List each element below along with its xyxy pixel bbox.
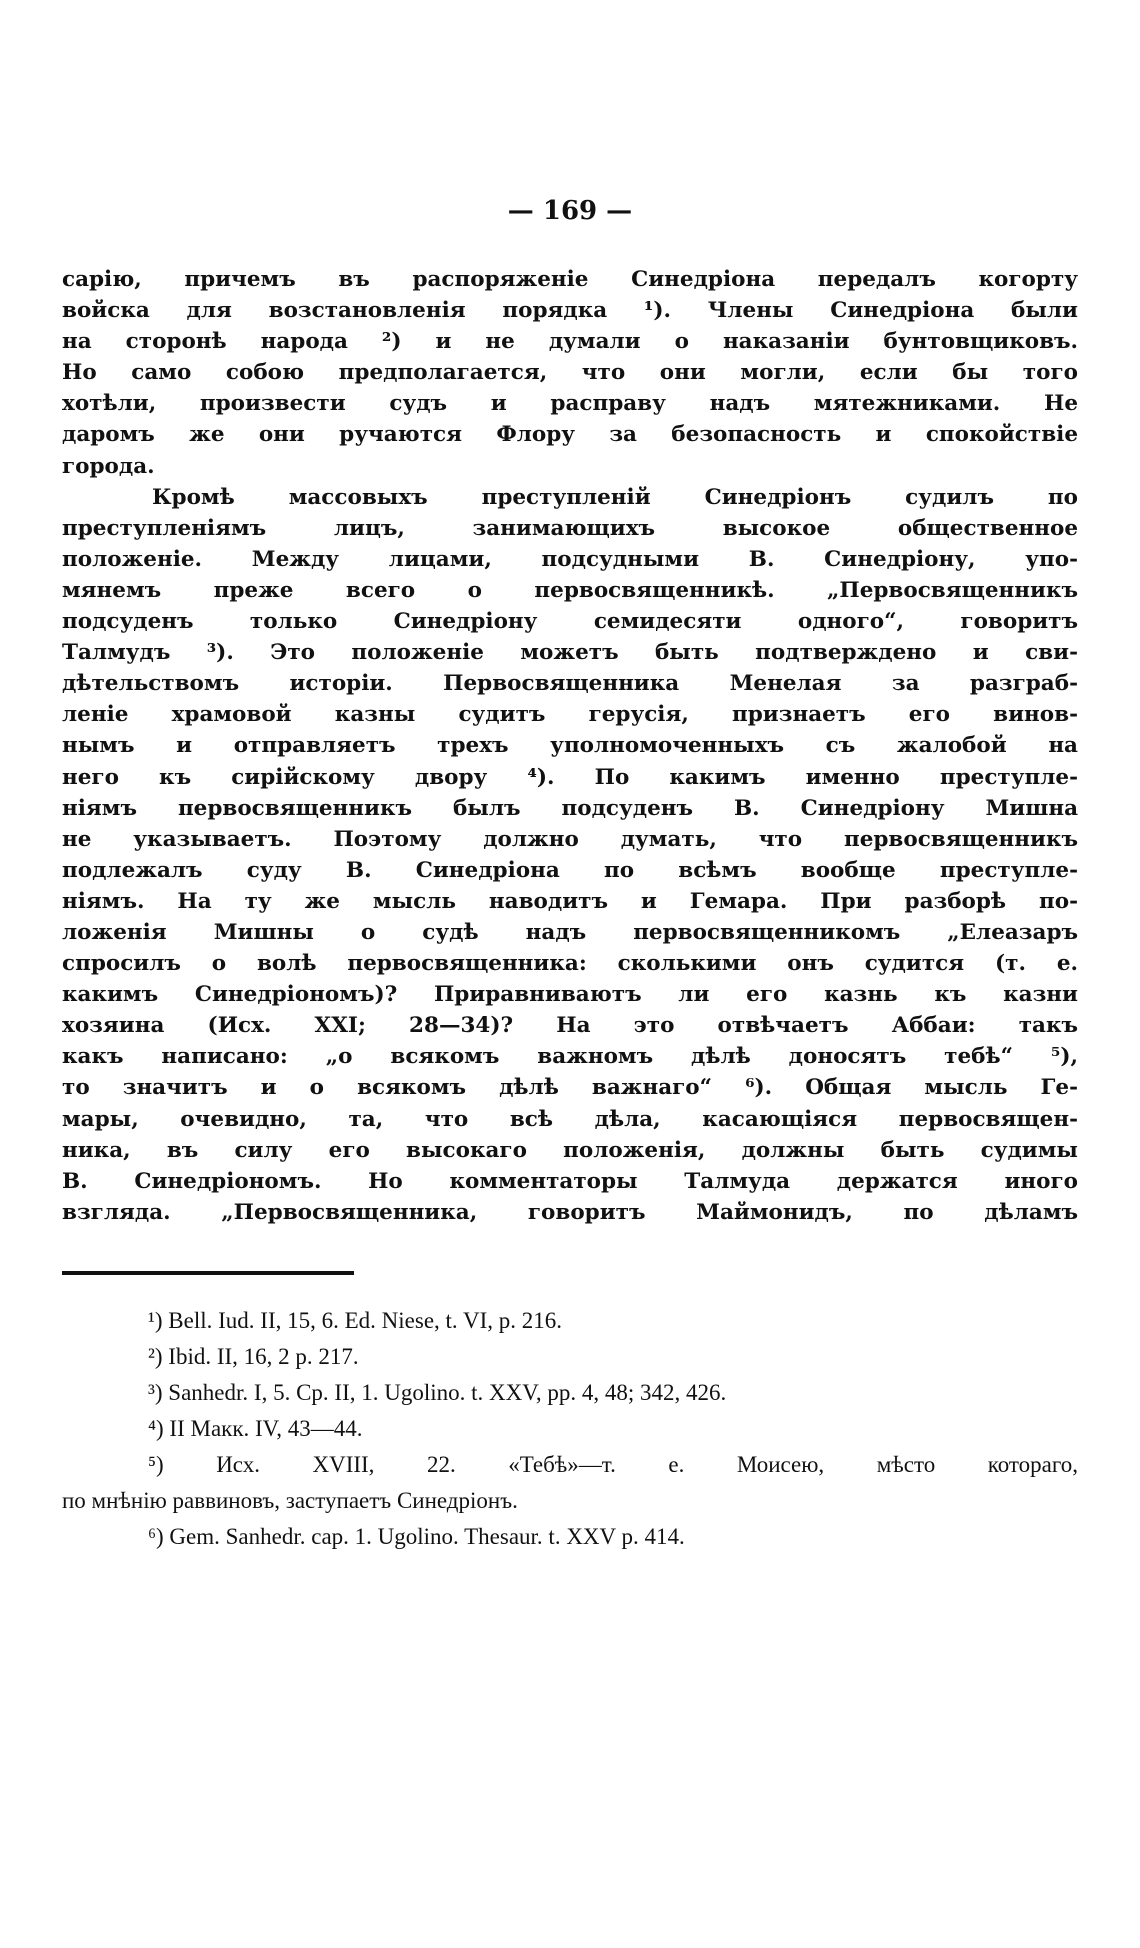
text-line: взгляда. „Первосвященника, говоритъ Маймонидъ, по дѣламъ <box>62 1199 1078 1225</box>
text-line: мары, очевидно, та, что всѣ дѣла, касающіяся первосвящен- <box>62 1106 1078 1132</box>
footnote-line: ⁴) II Макк. IV, 43—44. <box>148 1416 363 1441</box>
text-line: В. Синедріономъ. Но комментаторы Талмуда держатся иного <box>62 1168 1078 1194</box>
footnote-separator <box>62 1271 354 1275</box>
text-line: преступленіямъ лицъ, занимающихъ высокое общественное <box>62 515 1078 541</box>
footnote-line: ⁵) Исх. XVIII, 22. «Тебѣ»—т. е. Моисею, мѣсто котораго, <box>148 1452 1078 1477</box>
text-line: даромъ же они ручаются Флору за безопасность и спокойствіе <box>62 422 1078 448</box>
footnote-line: ³) Sanhedr. I, 5. Cp. II, 1. Ugolino. t. XXV, pp. 4, 48; 342, 426. <box>148 1380 727 1405</box>
footnotes <box>62 1303 1078 1555</box>
text-line: нымъ и отправляетъ трехъ уполномоченныхъ съ жалобой на <box>62 733 1078 759</box>
footnote-line: ²) Ibid. II, 16, 2 p. 217. <box>148 1344 359 1369</box>
text-line: сарію, причемъ въ распоряженіе Синедріона передалъ когорту <box>62 267 1078 292</box>
text-line: хозяина (Исх. XXI; 28—34)? На это отвѣчаетъ Аббаи: такъ <box>62 1013 1078 1039</box>
text-line: подсуденъ только Синедріону семидесяти одного“, говоритъ <box>62 609 1078 635</box>
text-line: ника, въ силу его высокаго положенія, должны быть судимы <box>62 1137 1078 1163</box>
text-line: войска для возстановленія порядка ¹). Члены Синедріона были <box>62 298 1078 324</box>
text-line: спросилъ о волѣ первосвященника: сколькими онъ судится (т. е. <box>62 951 1078 977</box>
text-line: Кромѣ массовыхъ преступленій Синедріонъ судилъ по <box>152 484 1078 510</box>
text-line: положеніе. Между лицами, подсудными В. Синедріону, упо- <box>62 546 1078 572</box>
footnote-line: ¹) Bell. Iud. II, 15, 6. Ed. Niese, t. VI, p. 216. <box>148 1308 563 1333</box>
text-line: ложенія Мишны о судѣ надъ первосвященникомъ „Елеазаръ <box>62 919 1078 945</box>
text-line: леніе храмовой казны судитъ герусія, признаетъ его винов- <box>62 702 1078 728</box>
text-line: какъ написано: „о всякомъ важномъ дѣлѣ доносятъ тебѣ“ ⁵), <box>62 1044 1078 1070</box>
text-line: города. <box>62 453 155 479</box>
text-line: какимъ Синедріономъ)? Приравниваютъ ли его казнь къ казни <box>62 982 1078 1008</box>
text-line: мянемъ преже всего о первосвященникѣ. „Первосвященникъ <box>62 577 1078 603</box>
text-line: дѣтельствомъ исторіи. Первосвященника Менелая за разграб- <box>62 671 1078 697</box>
footnote-line: ⁶) Gem. Sanhedr. cap. 1. Ugolino. Thesaur. t. XXV p. 414. <box>148 1524 685 1549</box>
text-line: него къ сирійскому двору ⁴). По какимъ именно преступле- <box>62 764 1078 790</box>
text-line: подлежалъ суду В. Синедріона по всѣмъ вообще преступле- <box>62 857 1078 883</box>
text-line: Талмудъ ³). Это положеніе можетъ быть подтверждено и сви- <box>62 640 1078 666</box>
footnote-line: по мнѣнію раввиновъ, заступаетъ Синедріонъ. <box>62 1488 518 1513</box>
page-number: — 169 — <box>507 196 633 226</box>
text-line: на сторонѣ народа ²) и не думали о наказаніи бунтовщиковъ. <box>62 329 1078 355</box>
text-line: Но само собою предполагается, что они могли, если бы того <box>62 360 1078 386</box>
text-line: хотѣли, произвести судъ и расправу надъ мятежниками. Не <box>62 391 1078 417</box>
main-text <box>62 264 1078 1228</box>
text-line: то значитъ и о всякомъ дѣлѣ важнаго“ ⁶). Общая мысль Ге- <box>62 1075 1078 1101</box>
text-line: не указываетъ. Поэтому должно думать, что первосвященникъ <box>62 826 1078 852</box>
text-line: ніямъ. На ту же мысль наводитъ и Гемара. При разборѣ по- <box>62 888 1078 914</box>
text-line: ніямъ первосвященникъ былъ подсуденъ В. Синедріону Мишна <box>62 795 1078 821</box>
